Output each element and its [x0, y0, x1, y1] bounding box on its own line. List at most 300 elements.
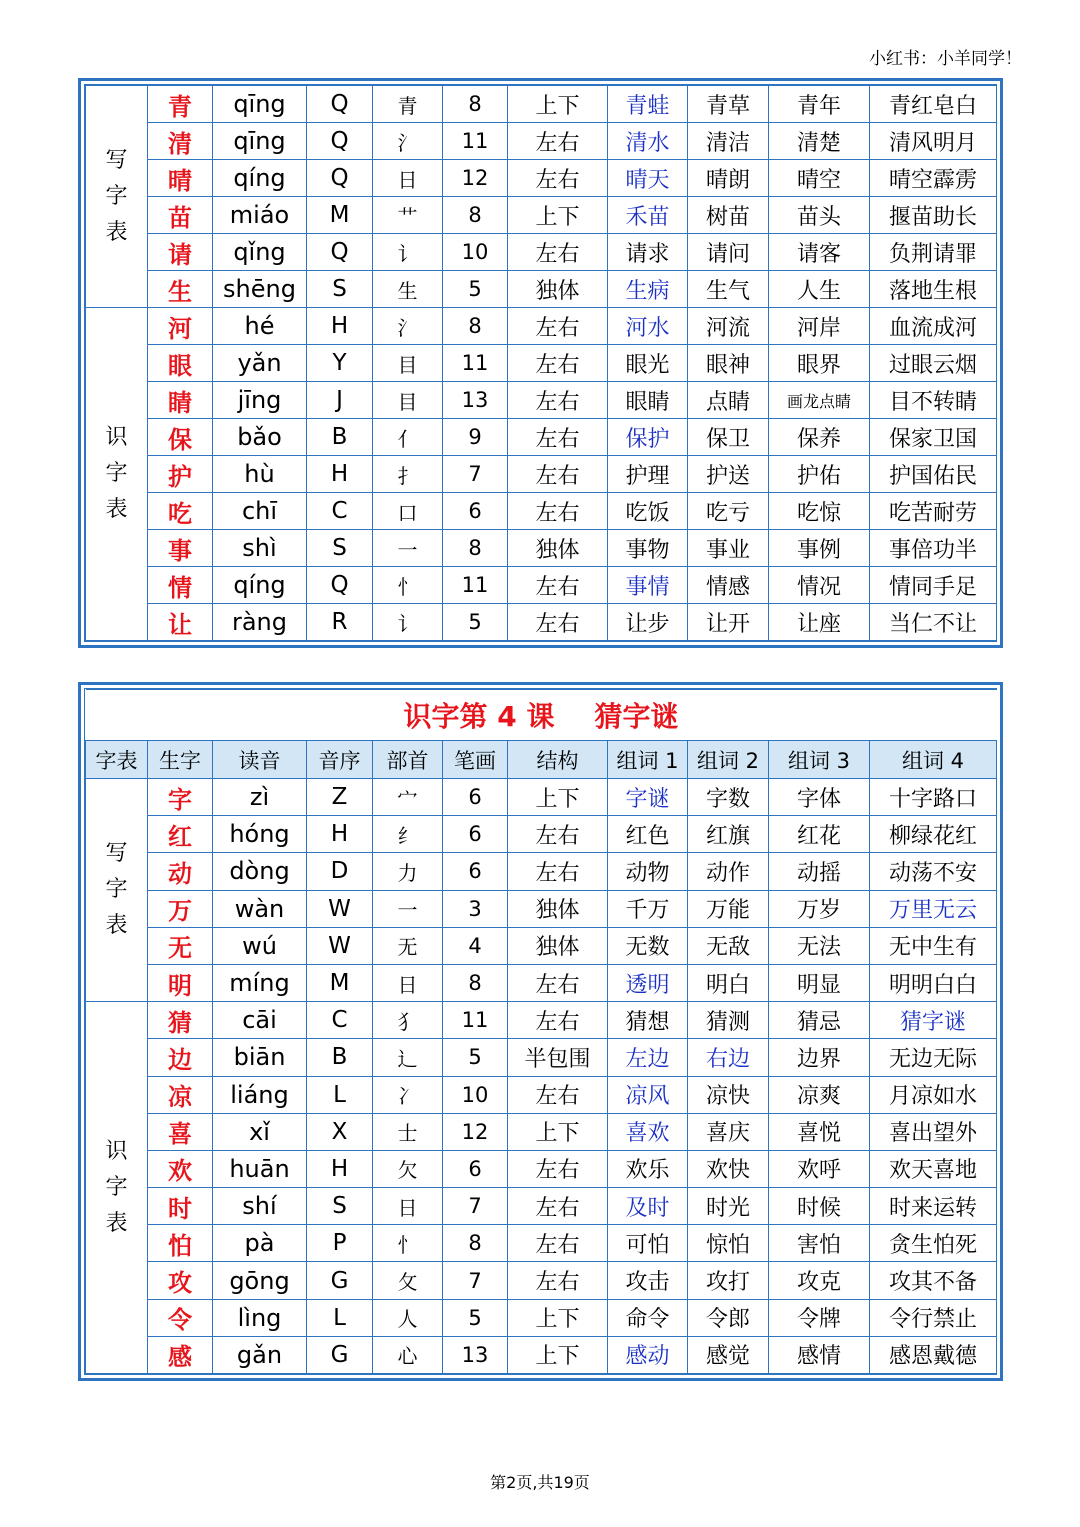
- word-cell: 害怕: [769, 1225, 870, 1262]
- character-cell: 明: [148, 964, 213, 1001]
- word-cell: 明明白白: [870, 964, 997, 1001]
- letter-cell: S: [307, 1188, 373, 1225]
- structure-cell: 左右: [508, 964, 608, 1001]
- radical-cell: 心: [373, 1336, 443, 1373]
- word-cell: 清风明月: [870, 123, 997, 160]
- word-cell: 事情: [608, 567, 688, 604]
- table-header-row: [86, 741, 997, 779]
- word-cell: 千万: [608, 890, 688, 927]
- group-label-char: 字: [105, 877, 128, 903]
- word-cell: 晴空霹雳: [870, 160, 997, 197]
- group-label-char: 写: [105, 147, 128, 173]
- word-cell: 猜字谜: [870, 1002, 997, 1039]
- word-cell: 及时: [608, 1188, 688, 1225]
- radical-cell: 目: [373, 345, 443, 382]
- character-cell: 河: [148, 308, 213, 345]
- radical-cell: 冫: [373, 1076, 443, 1113]
- word-cell: 眼光: [608, 345, 688, 382]
- radical-cell: 辶: [373, 1039, 443, 1076]
- pinyin-cell: ràng: [213, 604, 307, 641]
- stroke-count-cell: 9: [443, 419, 508, 456]
- page-footer: 第2页,共19页: [490, 1473, 590, 1492]
- word-cell: 负荆请罪: [870, 234, 997, 271]
- pinyin-cell: biān: [213, 1039, 307, 1076]
- structure-cell: 左右: [508, 345, 608, 382]
- word-cell: 凉风: [608, 1076, 688, 1113]
- stroke-count-cell: 11: [443, 567, 508, 604]
- word-cell: 感情: [769, 1336, 870, 1373]
- word-cell: 保养: [769, 419, 870, 456]
- word-cell: 动物: [608, 853, 688, 890]
- character-cell: 红: [148, 816, 213, 853]
- word-cell: 感恩戴德: [870, 1336, 997, 1373]
- table-row: [86, 123, 997, 160]
- character-cell: 欢: [148, 1150, 213, 1187]
- structure-cell: 左右: [508, 123, 608, 160]
- word-cell: 让座: [769, 604, 870, 641]
- stroke-count-cell: 8: [443, 86, 508, 123]
- header-cell: 结构: [508, 741, 608, 779]
- word-cell: 无敌: [688, 927, 769, 964]
- word-cell: 情况: [769, 567, 870, 604]
- radical-cell: 口: [373, 493, 443, 530]
- table-row: [86, 853, 997, 890]
- word-cell: 青草: [688, 86, 769, 123]
- word-cell: 贪生怕死: [870, 1225, 997, 1262]
- table-2-frame: [78, 682, 1003, 1381]
- lesson-name: 猜字谜: [594, 700, 679, 733]
- letter-cell: B: [307, 1039, 373, 1076]
- table-row: [86, 1039, 997, 1076]
- structure-cell: 左右: [508, 816, 608, 853]
- radical-cell: 氵: [373, 308, 443, 345]
- radical-cell: 艹: [373, 197, 443, 234]
- word-cell: 红色: [608, 816, 688, 853]
- structure-cell: 半包围: [508, 1039, 608, 1076]
- lesson-title: [86, 690, 997, 741]
- word-cell: 吃惊: [769, 493, 870, 530]
- stroke-count-cell: 12: [443, 160, 508, 197]
- word-cell: 无法: [769, 927, 870, 964]
- character-cell: 请: [148, 234, 213, 271]
- word-cell: 生病: [608, 271, 688, 308]
- word-cell: 时来运转: [870, 1188, 997, 1225]
- pinyin-cell: hóng: [213, 816, 307, 853]
- word-cell: 青红皂白: [870, 86, 997, 123]
- lesson-number: 识字第 4 课: [403, 700, 555, 733]
- letter-cell: M: [307, 964, 373, 1001]
- character-cell: 万: [148, 890, 213, 927]
- word-cell: 事倍功半: [870, 530, 997, 567]
- word-cell: 过眼云烟: [870, 345, 997, 382]
- structure-cell: 左右: [508, 1262, 608, 1299]
- word-cell: 情感: [688, 567, 769, 604]
- pinyin-cell: yǎn: [213, 345, 307, 382]
- structure-cell: 左右: [508, 456, 608, 493]
- pinyin-cell: pà: [213, 1225, 307, 1262]
- stroke-count-cell: 8: [443, 964, 508, 1001]
- word-cell: 喜欢: [608, 1113, 688, 1150]
- pinyin-cell: qǐng: [213, 234, 307, 271]
- word-cell: 护送: [688, 456, 769, 493]
- word-cell: 落地生根: [870, 271, 997, 308]
- word-cell: 禾苗: [608, 197, 688, 234]
- word-cell: 字体: [769, 779, 870, 816]
- structure-cell: 上下: [508, 1113, 608, 1150]
- character-cell: 吃: [148, 493, 213, 530]
- word-cell: 攻其不备: [870, 1262, 997, 1299]
- table-row: [86, 1336, 997, 1373]
- word-cell: 感动: [608, 1336, 688, 1373]
- pinyin-cell: xǐ: [213, 1113, 307, 1150]
- letter-cell: J: [307, 382, 373, 419]
- word-cell: 事业: [688, 530, 769, 567]
- word-cell: 人生: [769, 271, 870, 308]
- radical-cell: 日: [373, 1188, 443, 1225]
- pinyin-cell: shēng: [213, 271, 307, 308]
- character-cell: 眼: [148, 345, 213, 382]
- word-cell: 血流成河: [870, 308, 997, 345]
- header-cell: 音序: [307, 741, 373, 779]
- stroke-count-cell: 5: [443, 1299, 508, 1336]
- pinyin-cell: qíng: [213, 160, 307, 197]
- stroke-count-cell: 10: [443, 1076, 508, 1113]
- character-cell: 青: [148, 86, 213, 123]
- structure-cell: 左右: [508, 308, 608, 345]
- radical-cell: 无: [373, 927, 443, 964]
- stroke-count-cell: 8: [443, 197, 508, 234]
- word-cell: 事物: [608, 530, 688, 567]
- word-cell: 月凉如水: [870, 1076, 997, 1113]
- word-cell: 万岁: [769, 890, 870, 927]
- group-label-cell: [86, 779, 148, 1002]
- radical-cell: 一: [373, 890, 443, 927]
- table-row: [86, 1002, 997, 1039]
- word-cell: 揠苗助长: [870, 197, 997, 234]
- stroke-count-cell: 10: [443, 234, 508, 271]
- pinyin-cell: dòng: [213, 853, 307, 890]
- radical-cell: 士: [373, 1113, 443, 1150]
- pinyin-cell: liáng: [213, 1076, 307, 1113]
- pinyin-cell: míng: [213, 964, 307, 1001]
- table-row: [86, 1113, 997, 1150]
- letter-cell: P: [307, 1225, 373, 1262]
- word-cell: 吃饭: [608, 493, 688, 530]
- group-label-char: 识: [105, 1138, 128, 1164]
- table-row: [86, 1150, 997, 1187]
- word-cell: 令郎: [688, 1299, 769, 1336]
- group-label-char: 字: [105, 461, 128, 486]
- table-row: [86, 345, 997, 382]
- letter-cell: W: [307, 927, 373, 964]
- group-label-char: 识: [105, 425, 128, 450]
- letter-cell: G: [307, 1336, 373, 1373]
- stroke-count-cell: 5: [443, 1039, 508, 1076]
- word-cell: 河水: [608, 308, 688, 345]
- stroke-count-cell: 6: [443, 1150, 508, 1187]
- radical-cell: 犭: [373, 1002, 443, 1039]
- word-cell: 当仁不让: [870, 604, 997, 641]
- word-cell: 吃亏: [688, 493, 769, 530]
- letter-cell: L: [307, 1076, 373, 1113]
- word-cell: 点睛: [688, 382, 769, 419]
- letter-cell: S: [307, 530, 373, 567]
- structure-cell: 左右: [508, 1150, 608, 1187]
- word-cell: 动摇: [769, 853, 870, 890]
- word-cell: 明显: [769, 964, 870, 1001]
- watermark-text: 小红书：小羊同学！: [869, 49, 1022, 69]
- stroke-count-cell: 5: [443, 604, 508, 641]
- stroke-count-cell: 8: [443, 530, 508, 567]
- character-cell: 事: [148, 530, 213, 567]
- pinyin-cell: wàn: [213, 890, 307, 927]
- word-cell: 猜测: [688, 1002, 769, 1039]
- letter-cell: Q: [307, 86, 373, 123]
- stroke-count-cell: 13: [443, 382, 508, 419]
- header-cell: 生字: [148, 741, 213, 779]
- stroke-count-cell: 8: [443, 308, 508, 345]
- word-cell: 护国佑民: [870, 456, 997, 493]
- word-cell: 晴空: [769, 160, 870, 197]
- table-row: [86, 308, 997, 345]
- group-label-cell: [86, 308, 148, 641]
- letter-cell: W: [307, 890, 373, 927]
- word-cell: 万里无云: [870, 890, 997, 927]
- word-cell: 护佑: [769, 456, 870, 493]
- stroke-count-cell: 7: [443, 456, 508, 493]
- structure-cell: 左右: [508, 604, 608, 641]
- pinyin-cell: lìng: [213, 1299, 307, 1336]
- letter-cell: R: [307, 604, 373, 641]
- letter-cell: M: [307, 197, 373, 234]
- group-label-char: 表: [105, 497, 128, 522]
- table-row: [86, 816, 997, 853]
- word-cell: 眼睛: [608, 382, 688, 419]
- character-cell: 动: [148, 853, 213, 890]
- character-cell: 怕: [148, 1225, 213, 1262]
- radical-cell: 力: [373, 853, 443, 890]
- table-row: [86, 160, 997, 197]
- header-cell: 组词 4: [870, 741, 997, 779]
- group-label-char: 字: [105, 1174, 128, 1200]
- word-cell: 喜悦: [769, 1113, 870, 1150]
- table-row: [86, 1225, 997, 1262]
- stroke-count-cell: 12: [443, 1113, 508, 1150]
- character-cell: 攻: [148, 1262, 213, 1299]
- word-cell: 猜忌: [769, 1002, 870, 1039]
- letter-cell: C: [307, 493, 373, 530]
- stroke-count-cell: 6: [443, 779, 508, 816]
- pinyin-cell: shì: [213, 530, 307, 567]
- letter-cell: Z: [307, 779, 373, 816]
- word-cell: 动作: [688, 853, 769, 890]
- stroke-count-cell: 7: [443, 1262, 508, 1299]
- word-cell: 左边: [608, 1039, 688, 1076]
- letter-cell: D: [307, 853, 373, 890]
- header-cell: 笔画: [443, 741, 508, 779]
- stroke-count-cell: 4: [443, 927, 508, 964]
- word-cell: 保护: [608, 419, 688, 456]
- radical-cell: 氵: [373, 123, 443, 160]
- character-cell: 猜: [148, 1002, 213, 1039]
- word-cell: 命令: [608, 1299, 688, 1336]
- pinyin-cell: qíng: [213, 567, 307, 604]
- pinyin-cell: zì: [213, 779, 307, 816]
- pinyin-cell: miáo: [213, 197, 307, 234]
- pinyin-cell: wú: [213, 927, 307, 964]
- word-cell: 欢乐: [608, 1150, 688, 1187]
- table-row: [86, 604, 997, 641]
- character-cell: 生: [148, 271, 213, 308]
- word-cell: 右边: [688, 1039, 769, 1076]
- structure-cell: 左右: [508, 234, 608, 271]
- pinyin-cell: shí: [213, 1188, 307, 1225]
- character-cell: 保: [148, 419, 213, 456]
- word-cell: 时候: [769, 1188, 870, 1225]
- stroke-count-cell: 13: [443, 1336, 508, 1373]
- word-cell: 欢快: [688, 1150, 769, 1187]
- structure-cell: 左右: [508, 853, 608, 890]
- pinyin-cell: gōng: [213, 1262, 307, 1299]
- character-cell: 睛: [148, 382, 213, 419]
- pinyin-cell: gǎn: [213, 1336, 307, 1373]
- group-label-char: 字: [105, 183, 128, 209]
- word-cell: 边界: [769, 1039, 870, 1076]
- table-row: [86, 86, 997, 123]
- letter-cell: H: [307, 456, 373, 493]
- letter-cell: X: [307, 1113, 373, 1150]
- radical-cell: 目: [373, 382, 443, 419]
- table-row: [86, 964, 997, 1001]
- radical-cell: 纟: [373, 816, 443, 853]
- letter-cell: G: [307, 1262, 373, 1299]
- table-row: [86, 779, 997, 816]
- stroke-count-cell: 11: [443, 1002, 508, 1039]
- pinyin-cell: chī: [213, 493, 307, 530]
- table-row: [86, 197, 997, 234]
- structure-cell: 左右: [508, 493, 608, 530]
- word-cell: 惊怕: [688, 1225, 769, 1262]
- word-cell: 请问: [688, 234, 769, 271]
- word-cell: 十字路口: [870, 779, 997, 816]
- table-row: [86, 1188, 997, 1225]
- stroke-count-cell: 11: [443, 123, 508, 160]
- structure-cell: 左右: [508, 382, 608, 419]
- radical-cell: 忄: [373, 567, 443, 604]
- table-row: [86, 1299, 997, 1336]
- letter-cell: B: [307, 419, 373, 456]
- word-cell: 欢呼: [769, 1150, 870, 1187]
- word-cell: 情同手足: [870, 567, 997, 604]
- pinyin-cell: hé: [213, 308, 307, 345]
- structure-cell: 左右: [508, 1076, 608, 1113]
- word-cell: 晴朗: [688, 160, 769, 197]
- stroke-count-cell: 11: [443, 345, 508, 382]
- word-cell: 让步: [608, 604, 688, 641]
- structure-cell: 上下: [508, 779, 608, 816]
- structure-cell: 左右: [508, 1225, 608, 1262]
- word-cell: 攻打: [688, 1262, 769, 1299]
- letter-cell: Q: [307, 234, 373, 271]
- stroke-count-cell: 6: [443, 853, 508, 890]
- pinyin-cell: huān: [213, 1150, 307, 1187]
- table-row: [86, 1076, 997, 1113]
- word-cell: 无数: [608, 927, 688, 964]
- character-cell: 凉: [148, 1076, 213, 1113]
- radical-cell: 日: [373, 964, 443, 1001]
- structure-cell: 独体: [508, 927, 608, 964]
- word-cell: 保家卫国: [870, 419, 997, 456]
- radical-cell: 宀: [373, 779, 443, 816]
- word-cell: 可怕: [608, 1225, 688, 1262]
- word-cell: 吃苦耐劳: [870, 493, 997, 530]
- character-cell: 喜: [148, 1113, 213, 1150]
- group-label-char: 表: [105, 913, 128, 939]
- pinyin-cell: qīng: [213, 123, 307, 160]
- letter-cell: Y: [307, 345, 373, 382]
- word-cell: 青蛙: [608, 86, 688, 123]
- word-cell: 目不转睛: [870, 382, 997, 419]
- character-cell: 时: [148, 1188, 213, 1225]
- word-cell: 凉爽: [769, 1076, 870, 1113]
- letter-cell: Q: [307, 123, 373, 160]
- word-cell: 万能: [688, 890, 769, 927]
- letter-cell: Q: [307, 567, 373, 604]
- word-cell: 攻克: [769, 1262, 870, 1299]
- structure-cell: 左右: [508, 160, 608, 197]
- word-cell: 清洁: [688, 123, 769, 160]
- structure-cell: 独体: [508, 890, 608, 927]
- character-cell: 苗: [148, 197, 213, 234]
- word-cell: 晴天: [608, 160, 688, 197]
- word-cell: 令行禁止: [870, 1299, 997, 1336]
- table-row: [86, 1262, 997, 1299]
- character-cell: 情: [148, 567, 213, 604]
- character-cell: 字: [148, 779, 213, 816]
- table-row: [86, 271, 997, 308]
- word-cell: 字数: [688, 779, 769, 816]
- table-row: [86, 530, 997, 567]
- structure-cell: 左右: [508, 419, 608, 456]
- radical-cell: 亻: [373, 419, 443, 456]
- character-cell: 让: [148, 604, 213, 641]
- structure-cell: 左右: [508, 567, 608, 604]
- table-row: [86, 493, 997, 530]
- radical-cell: 讠: [373, 234, 443, 271]
- radical-cell: 青: [373, 86, 443, 123]
- letter-cell: S: [307, 271, 373, 308]
- word-cell: 保卫: [688, 419, 769, 456]
- character-cell: 清: [148, 123, 213, 160]
- character-cell: 感: [148, 1336, 213, 1373]
- character-cell: 晴: [148, 160, 213, 197]
- stroke-count-cell: 8: [443, 1225, 508, 1262]
- word-cell: 喜出望外: [870, 1113, 997, 1150]
- pinyin-cell: cāi: [213, 1002, 307, 1039]
- word-cell: 猜想: [608, 1002, 688, 1039]
- group-label-char: 表: [105, 219, 128, 245]
- word-cell: 树苗: [688, 197, 769, 234]
- word-cell: 感觉: [688, 1336, 769, 1373]
- word-cell: 事例: [769, 530, 870, 567]
- pinyin-cell: hù: [213, 456, 307, 493]
- word-cell: 透明: [608, 964, 688, 1001]
- word-cell: 字谜: [608, 779, 688, 816]
- table-row: [86, 567, 997, 604]
- word-cell: 请客: [769, 234, 870, 271]
- header-cell: 部首: [373, 741, 443, 779]
- word-cell: 河流: [688, 308, 769, 345]
